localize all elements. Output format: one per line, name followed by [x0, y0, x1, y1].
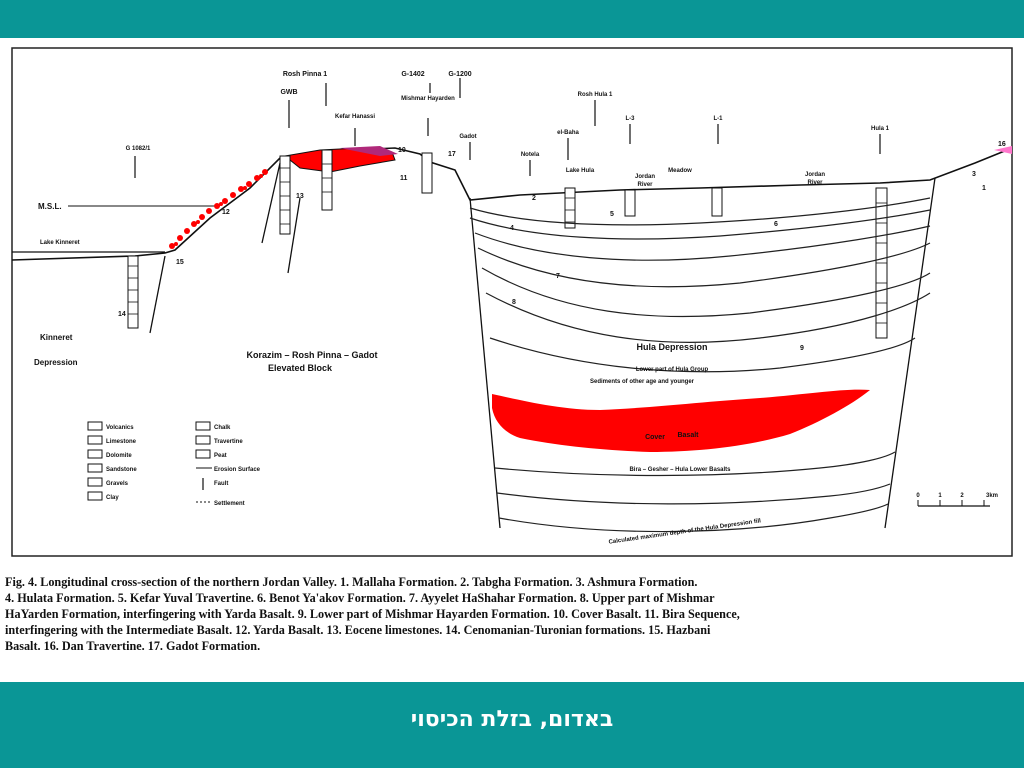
unit-number: 17	[448, 151, 456, 158]
unit-number: 3	[972, 171, 976, 178]
legend-item: Settlement	[214, 501, 245, 507]
legend-item: Limestone	[106, 439, 137, 445]
well-label: G-1402	[401, 71, 425, 78]
unit-number: 9	[800, 345, 804, 352]
unit-number: 11	[400, 175, 408, 182]
legend-item: Travertine	[214, 439, 243, 445]
cover-basalt-label: Cover	[645, 434, 665, 441]
well-label: Rosh Hula 1	[577, 92, 613, 98]
unit-number: 12	[222, 209, 230, 216]
well-label: L-1	[713, 116, 723, 122]
legend-item: Fault	[214, 481, 229, 487]
unit-number: 14	[118, 311, 126, 318]
slide-title: באדום, בזלת הכיסוי	[410, 707, 614, 732]
unit-number: 8	[512, 299, 516, 306]
msl-label: M.S.L.	[38, 202, 62, 211]
unit-number: 16	[998, 141, 1006, 148]
unit-number: 10	[398, 147, 406, 154]
cover-basalt-label: Basalt	[677, 432, 699, 439]
scale-tick: 1	[938, 493, 942, 499]
unit-number: 2	[532, 195, 536, 202]
bira-gesher-label: Bira – Gesher – Hula Lower Basalts	[629, 467, 731, 473]
figure-caption	[5, 574, 1019, 654]
scale-tick: 2	[960, 493, 964, 499]
legend-item: Volcanics	[106, 425, 134, 431]
unit-number: 13	[296, 193, 304, 200]
legend-item: Sandstone	[106, 467, 137, 473]
well-label: Mishmar Hayarden	[401, 96, 455, 102]
hula-basin-layers	[470, 198, 930, 532]
well-label: Kefar Hanassi	[334, 114, 376, 120]
jordan-river-label: Jordan	[634, 174, 656, 180]
max-depth-label: Calculated maximum depth of the Hula Depression fill	[608, 518, 762, 546]
cover-basalt-highlight	[492, 390, 870, 452]
well-label: L-3	[625, 116, 635, 122]
scale-tick: 3km	[985, 493, 999, 499]
lake-hula-label: Lake Hula	[565, 168, 595, 174]
legend-item: Dolomite	[106, 453, 132, 459]
jordan-river-label: Jordan	[804, 172, 826, 178]
legend	[88, 422, 261, 507]
fault-lines	[150, 163, 935, 528]
ground-surface	[12, 148, 1012, 260]
caption-line: Fig. 4. Longitudinal cross-section of the northern Jordan Valley. 1. Mallaha Formation. 2. Tabgha Formation. 3. Ashmura Formation.	[5, 575, 698, 589]
caption-line: Basalt. 16. Dan Travertine. 17. Gadot Formation.	[5, 639, 261, 653]
well-markers	[135, 78, 880, 178]
legend-item: Erosion Surface	[214, 467, 261, 473]
well-label: Hula 1	[870, 126, 890, 132]
unit-number: 15	[176, 259, 184, 266]
well-label: Rosh Pinna 1	[282, 71, 328, 78]
elevated-block-label: Elevated Block	[267, 363, 333, 373]
unit-number: 4	[510, 225, 514, 232]
elevated-block-label: Korazim – Rosh Pinna – Gadot	[246, 350, 378, 360]
caption-line: HaYarden Formation, interfingering with Yarda Basalt. 9. Lower part of Mishmar Hayarden Formation. 10. Cover Basalt. 11. Bira Sequence,	[5, 607, 740, 621]
scale-tick: 0	[916, 493, 920, 499]
sediments-label: Sediments of other age and younger	[589, 379, 695, 385]
scale-bar	[916, 493, 998, 506]
unit-number: 1	[982, 185, 986, 192]
legend-item: Gravels	[106, 481, 129, 487]
well-label: G-1200	[448, 71, 472, 78]
legend-item: Clay	[106, 495, 119, 501]
unit-number: 7	[556, 273, 560, 280]
caption-line: 4. Hulata Formation. 5. Kefar Yuval Travertine. 6. Benot Ya'akov Formation. 7. Ayyelet HaShahar Formation. 8. Upper part of Mishmar	[5, 591, 715, 605]
unit-number: 6	[774, 221, 778, 228]
jordan-river-label: River	[637, 182, 653, 188]
figure-panel	[0, 38, 1024, 682]
well-label: Gadot	[459, 134, 477, 140]
well-label: el-Baha	[557, 130, 579, 136]
legend-item: Peat	[214, 453, 227, 459]
legend-item: Chalk	[214, 425, 231, 431]
well-label: Notela	[520, 152, 540, 158]
well-label: GWB	[280, 89, 298, 96]
lower-hula-label: Lower part of Hula Group	[635, 367, 709, 373]
unit-number: 5	[610, 211, 614, 218]
well-label: G 1082/1	[125, 146, 151, 152]
hula-depression-label: Hula Depression	[636, 342, 708, 352]
kinneret-depression-label: Kinneret	[40, 333, 73, 342]
jordan-river-label: River	[807, 180, 823, 186]
meadow-label: Meadow	[668, 168, 692, 174]
yarda-basalt-dots	[169, 169, 268, 249]
kinneret-depression-label: Depression	[34, 358, 78, 367]
lake-kinneret-label: Lake Kinneret	[40, 240, 80, 246]
caption-line: interfingering with the Intermediate Basalt. 12. Yarda Basalt. 13. Eocene limestones. 14. Cenomanian-Turonian formations. 15. Hazbani	[5, 623, 711, 637]
